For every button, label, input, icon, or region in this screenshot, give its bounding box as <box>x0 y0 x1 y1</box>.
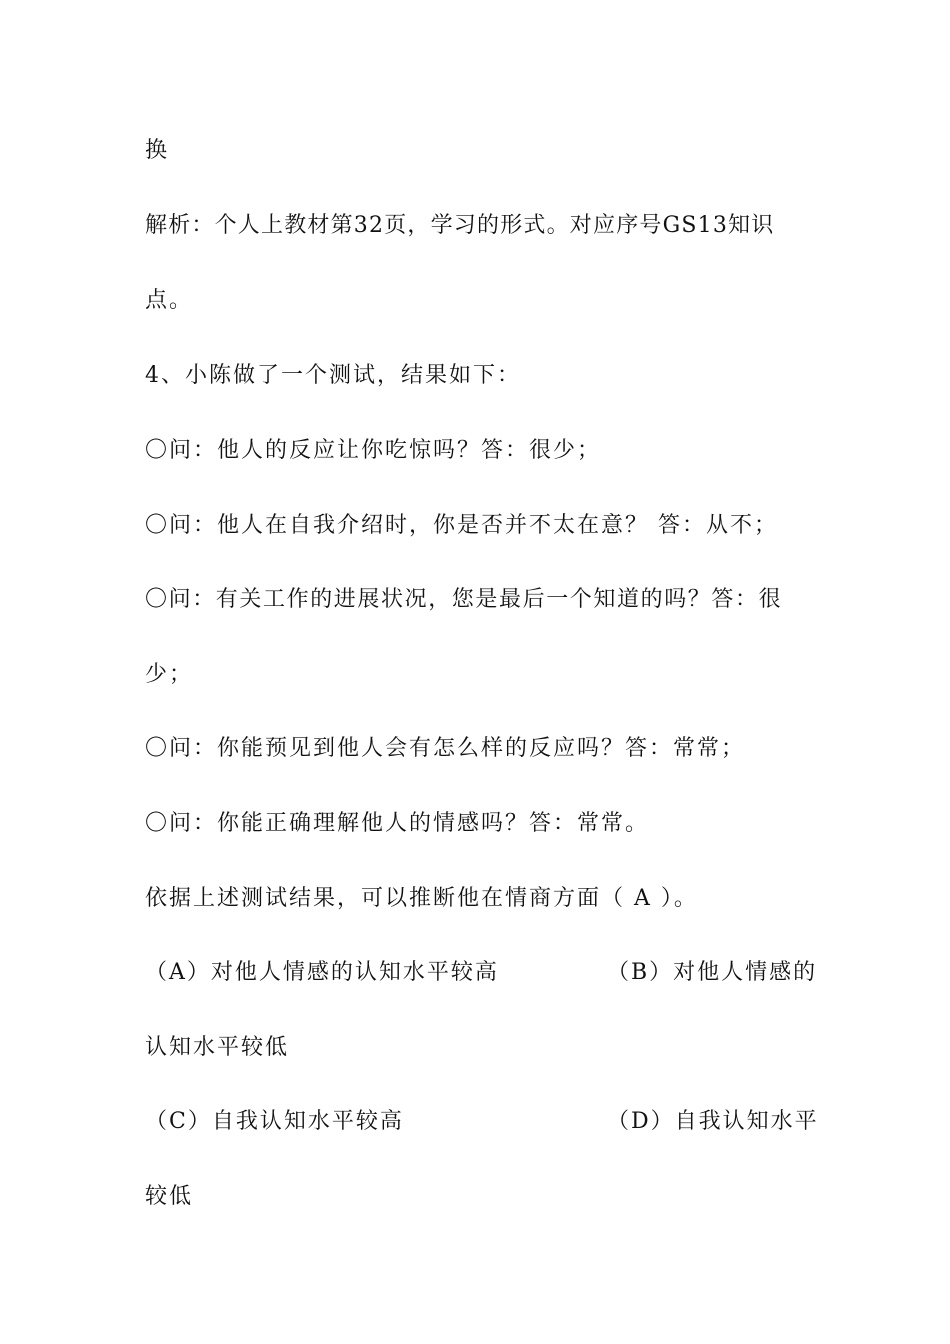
test-item-1: 〇问：他人的反应让你吃惊吗？答：很少； <box>145 438 602 463</box>
option-c: （C）自我认知水平较高 <box>145 1109 404 1134</box>
option-b-end: 认知水平较低 <box>145 1035 290 1060</box>
option-d-end: 较低 <box>145 1184 194 1209</box>
test-item-2: 〇问：他人在自我介绍时，你是否并不太在意？ 答：从不； <box>145 513 778 538</box>
analysis-line-end: 点。 <box>145 288 194 313</box>
test-item-3-end: 少； <box>145 662 194 687</box>
analysis-line <box>145 211 807 241</box>
question-stem: 依据上述测试结果，可以推断他在情商方面（ A ）。 <box>145 886 698 911</box>
option-d: （D）自我认知水平 <box>607 1109 819 1134</box>
option-b: （B）对他人情感的 <box>607 960 818 985</box>
test-item-5: 〇问：你能正确理解他人的情感吗？答：常常。 <box>145 811 650 836</box>
question-4-heading: 4、小陈做了一个测试，结果如下： <box>145 363 521 388</box>
analysis-text: 解析：个人上教材第32页，学习的形式。对应序号GS13知识 <box>145 213 775 238</box>
option-a: （A）对他人情感的认知水平较高 <box>145 960 499 985</box>
text-line-continuation: 换 <box>145 138 170 163</box>
test-item-4: 〇问：你能预见到他人会有怎么样的反应吗？答：常常； <box>145 736 746 761</box>
test-item-3: 〇问：有关工作的进展状况，您是最后一个知道的吗？答：很 <box>145 587 783 612</box>
